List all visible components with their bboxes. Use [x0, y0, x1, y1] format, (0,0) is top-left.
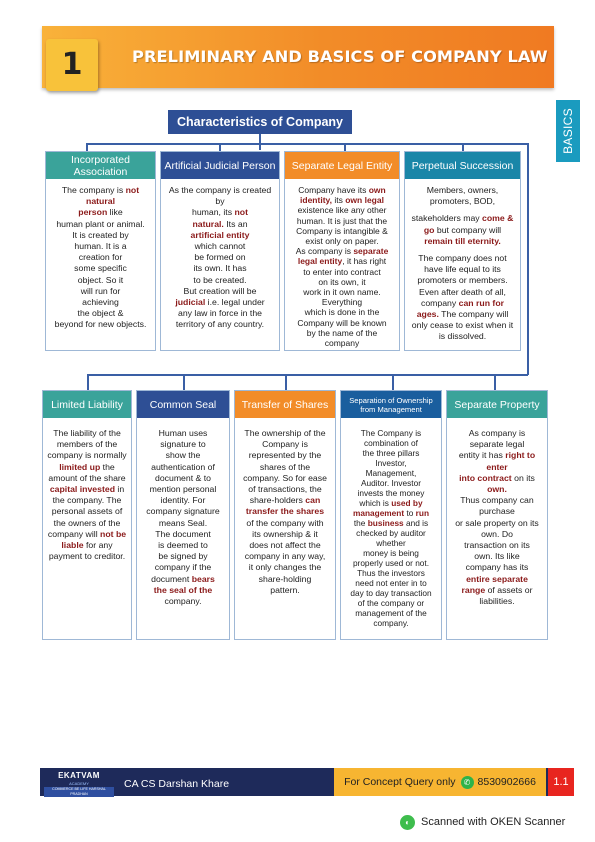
text-line: have life equal to its — [424, 264, 501, 275]
text-line: company if the — [154, 562, 212, 573]
text-line: promoters or members. — [417, 275, 508, 286]
text-line: separate legal — [469, 439, 525, 450]
text-line: whether — [376, 538, 406, 548]
text-line: Human uses — [158, 428, 208, 438]
text-line: document bears — [151, 573, 215, 584]
text-line: which is used by — [359, 498, 423, 508]
chapter-title: PRELIMINARY AND BASICS OF COMPANY LAW — [132, 47, 548, 66]
text-line: payment to creditor. — [48, 551, 126, 562]
text-line: the object & — [77, 308, 124, 319]
text-line: the owners of the — [53, 517, 121, 528]
text-line: to be created. — [193, 274, 247, 285]
text-line: Company will be known — [297, 317, 387, 328]
connector — [87, 374, 528, 376]
text-line: on its own, it — [318, 276, 366, 287]
text-line: day to day transaction — [350, 588, 432, 598]
text-line: capital invested in — [49, 484, 125, 495]
text-line: Members, owners, — [426, 185, 499, 195]
scanner-watermark — [400, 812, 590, 832]
text-line: pattern. — [270, 584, 300, 595]
text-line: amount of the share — [48, 472, 126, 483]
text-line: As the company is created — [168, 185, 272, 195]
page-number: 1.1 — [548, 768, 574, 796]
text-line: show the — [165, 450, 201, 461]
connector — [87, 374, 89, 390]
query-text: For Concept Query only — [344, 776, 456, 788]
text-line: achieving — [82, 297, 119, 308]
text-line: identity. For — [160, 495, 206, 506]
connector — [392, 374, 394, 390]
text-line: entire separate — [466, 573, 528, 584]
text-line: own. — [487, 484, 507, 495]
text-line: combination of — [364, 438, 418, 448]
connector — [527, 143, 529, 375]
text-line: means Seal. — [158, 517, 208, 528]
characteristic-limited-liability — [42, 390, 132, 640]
text-line: any law in force in the — [177, 308, 263, 319]
text-line: members of the — [56, 439, 118, 450]
text-line: enter — [486, 461, 508, 472]
text-line: company. So for ease — [243, 472, 327, 483]
text-line: liable for any — [61, 540, 113, 551]
text-line: checked by auditor — [356, 528, 426, 538]
text-line: human, its not — [191, 207, 248, 218]
text-line: company is normally — [47, 450, 127, 461]
text-line: own. Its like — [474, 551, 520, 562]
text-line: the three pillars — [362, 448, 420, 458]
connector — [183, 374, 185, 390]
text-line: its own. It has — [193, 263, 247, 274]
text-line: which is done in the — [304, 307, 380, 318]
column-text — [447, 428, 547, 607]
text-line: creation for — [78, 252, 123, 263]
text-line: Thus the investors — [357, 568, 425, 578]
connector — [462, 143, 464, 151]
author-name: CA CS Darshan Khare — [124, 778, 230, 790]
scanner-text: Scanned with OKEN Scanner — [421, 816, 566, 828]
logo-name: EKATVAM — [58, 771, 100, 780]
text-line: company can run for — [420, 297, 505, 308]
text-line: of the company with — [246, 517, 324, 528]
text-line: range of assets or — [461, 584, 533, 595]
text-line: limited up the — [59, 461, 115, 472]
connector — [344, 143, 346, 151]
text-line: go but company will — [423, 224, 502, 235]
text-line: transfer the shares — [245, 506, 325, 517]
text-line: remain till eternity. — [424, 235, 501, 246]
text-line: be formed on — [194, 252, 246, 263]
column-text — [341, 428, 441, 628]
logo-sub: ACADEMY — [69, 781, 89, 786]
text-line: need not enter in to — [355, 578, 427, 588]
text-line: or sale property on its — [455, 517, 539, 528]
text-line: properly used or not. — [352, 558, 430, 568]
text-line: company has its — [465, 562, 529, 573]
characteristic-separation-of-ownership — [340, 390, 442, 640]
text-line: share-holders can — [249, 495, 321, 506]
side-tab[interactable] — [556, 100, 580, 162]
text-line: judicial i.e. legal under — [175, 297, 265, 308]
text-line: company. — [164, 596, 202, 607]
text-line: object. So it — [77, 274, 124, 285]
column-text — [43, 428, 131, 562]
text-line: by the name of the — [306, 327, 378, 338]
characteristic-perpetual-succession — [404, 151, 521, 351]
text-line: to enter into contract — [303, 266, 381, 277]
text-line: The company does not — [418, 253, 507, 264]
text-line: represented by the — [248, 450, 322, 461]
text-line: Management, — [365, 468, 417, 478]
text-line: company in any way, — [244, 551, 326, 562]
text-line: existence like any other — [297, 205, 387, 216]
text-line: its ownership & it — [252, 528, 318, 539]
column-text — [137, 428, 229, 607]
scanner-logo-icon: ◐ — [400, 815, 415, 830]
text-line: authentication of — [151, 461, 215, 472]
text-line: purchase — [479, 506, 515, 517]
text-line: The Company is — [360, 428, 422, 438]
text-line: Thus company can — [460, 495, 534, 506]
text-line: beyond for new objects. — [54, 319, 147, 330]
text-line: entity it has right to — [458, 450, 536, 461]
column-heading: Artificial Judicial Person — [161, 152, 279, 179]
text-line: the business and is — [353, 518, 429, 528]
whatsapp-icon: ✆ — [461, 776, 474, 789]
characteristic-transfer-of-shares — [234, 390, 336, 640]
connector — [86, 143, 88, 151]
text-line: company — [324, 338, 360, 349]
text-line: legal entity, it has right — [297, 256, 387, 267]
academy-logo — [42, 769, 116, 795]
column-text — [285, 185, 399, 348]
phone-number[interactable]: 8530902666 — [477, 776, 536, 788]
text-line: document & to — [154, 472, 212, 483]
text-line: management of the — [355, 608, 427, 618]
text-line: Company is intangible & — [296, 225, 388, 236]
text-line: only cease to exist when it — [411, 320, 514, 331]
text-line: of transactions, the — [248, 484, 322, 495]
column-heading: Common Seal — [137, 391, 229, 418]
column-heading: Separate Legal Entity — [285, 152, 399, 179]
column-heading: Separation of Ownership from Management — [341, 391, 441, 418]
text-line: into contract on its — [459, 472, 535, 483]
text-line: The document — [155, 528, 211, 539]
text-line: human. It is just that the — [296, 215, 388, 226]
text-line: management to run — [352, 508, 430, 518]
text-line: As company is separate — [295, 246, 389, 257]
text-line: The ownership of the — [244, 428, 326, 438]
text-line: promoters, BOD, — [429, 196, 496, 207]
column-heading: Separate Property — [447, 391, 547, 418]
column-text — [235, 428, 335, 596]
text-line: stakeholders may come & — [411, 213, 514, 224]
characteristic-common-seal — [136, 390, 230, 640]
text-line: human plant or animal. — [56, 218, 145, 229]
column-heading: Perpetual Succession — [405, 152, 520, 179]
text-line: does not affect the — [249, 540, 321, 551]
text-line: share-holding — [258, 573, 312, 584]
text-line: own. Do — [481, 528, 513, 539]
text-line: transaction on its — [464, 540, 530, 551]
text-line: company signature — [146, 506, 220, 517]
text-line: identity, its own legal — [300, 195, 384, 206]
text-line: company. — [373, 618, 409, 628]
side-tab-label: BASICS — [561, 108, 575, 154]
chapter-number: 1 — [46, 39, 98, 91]
text-line: which cannot — [194, 241, 246, 252]
text-line: The liability of the — [53, 428, 121, 438]
column-heading: Transfer of Shares — [235, 391, 335, 418]
text-line: personal assets of — [51, 506, 123, 517]
text-line: Investor, — [375, 458, 407, 468]
text-line: Company have its own — [298, 185, 386, 195]
text-line: person like — [78, 207, 123, 218]
characteristic-artificial-judicial-person — [160, 151, 280, 351]
text-line: liabilities. — [479, 596, 515, 607]
column-heading: Incorporated Association — [46, 152, 155, 179]
column-text — [405, 185, 520, 343]
connector — [219, 143, 221, 151]
text-line: The company is not natural — [61, 185, 140, 207]
column-text — [161, 185, 279, 331]
text-line: the company. The — [52, 495, 122, 506]
text-line: ages. The company will — [416, 309, 509, 320]
text-line: of the company or — [357, 598, 425, 608]
text-line: shares of the — [259, 461, 311, 472]
text-line: human. It is a — [74, 241, 127, 252]
text-line: Even after death of all, — [419, 286, 506, 297]
text-line: But creation will be — [183, 285, 257, 296]
text-line: money is being — [363, 548, 419, 558]
text-line: artificial entity — [190, 229, 250, 240]
text-line: it only changes the — [248, 562, 322, 573]
text-line: be signed by — [158, 551, 208, 562]
text-line: invests the money — [357, 488, 425, 498]
query-banner — [334, 768, 546, 796]
text-line: mention personal — [149, 484, 217, 495]
connector — [494, 374, 496, 390]
text-line: will run for — [80, 285, 121, 296]
text-line: company will not be — [47, 528, 127, 539]
text-line: the seal of the — [153, 584, 213, 595]
connector — [259, 134, 261, 150]
text-line: territory of any country. — [175, 319, 265, 330]
text-line: signature to — [160, 439, 206, 450]
text-line: As company is — [468, 428, 526, 438]
text-line: natural. Its an — [192, 218, 248, 229]
central-title: Characteristics of Company — [168, 110, 352, 134]
text-line: Company is — [262, 439, 308, 450]
text-line: work in it own name. — [303, 287, 381, 298]
text-line: some specific — [74, 263, 127, 274]
text-line: It is created by — [72, 229, 129, 240]
text-line: by — [215, 196, 225, 207]
text-line: Everything — [321, 297, 363, 308]
connector — [285, 374, 287, 390]
characteristic-incorporated-association — [45, 151, 156, 351]
logo-tagline: COMMERCE BE LIFE HARSHAL PRADHAN — [44, 787, 114, 797]
text-line: is dissolved. — [438, 331, 487, 342]
column-heading: Limited Liability — [43, 391, 131, 418]
text-line: Auditor. Investor — [361, 478, 421, 488]
characteristic-separate-legal-entity — [284, 151, 400, 351]
column-text — [46, 185, 155, 331]
text-line: is deemed to — [158, 540, 208, 551]
characteristic-separate-property — [446, 390, 548, 640]
text-line: exist only on paper. — [305, 236, 379, 247]
